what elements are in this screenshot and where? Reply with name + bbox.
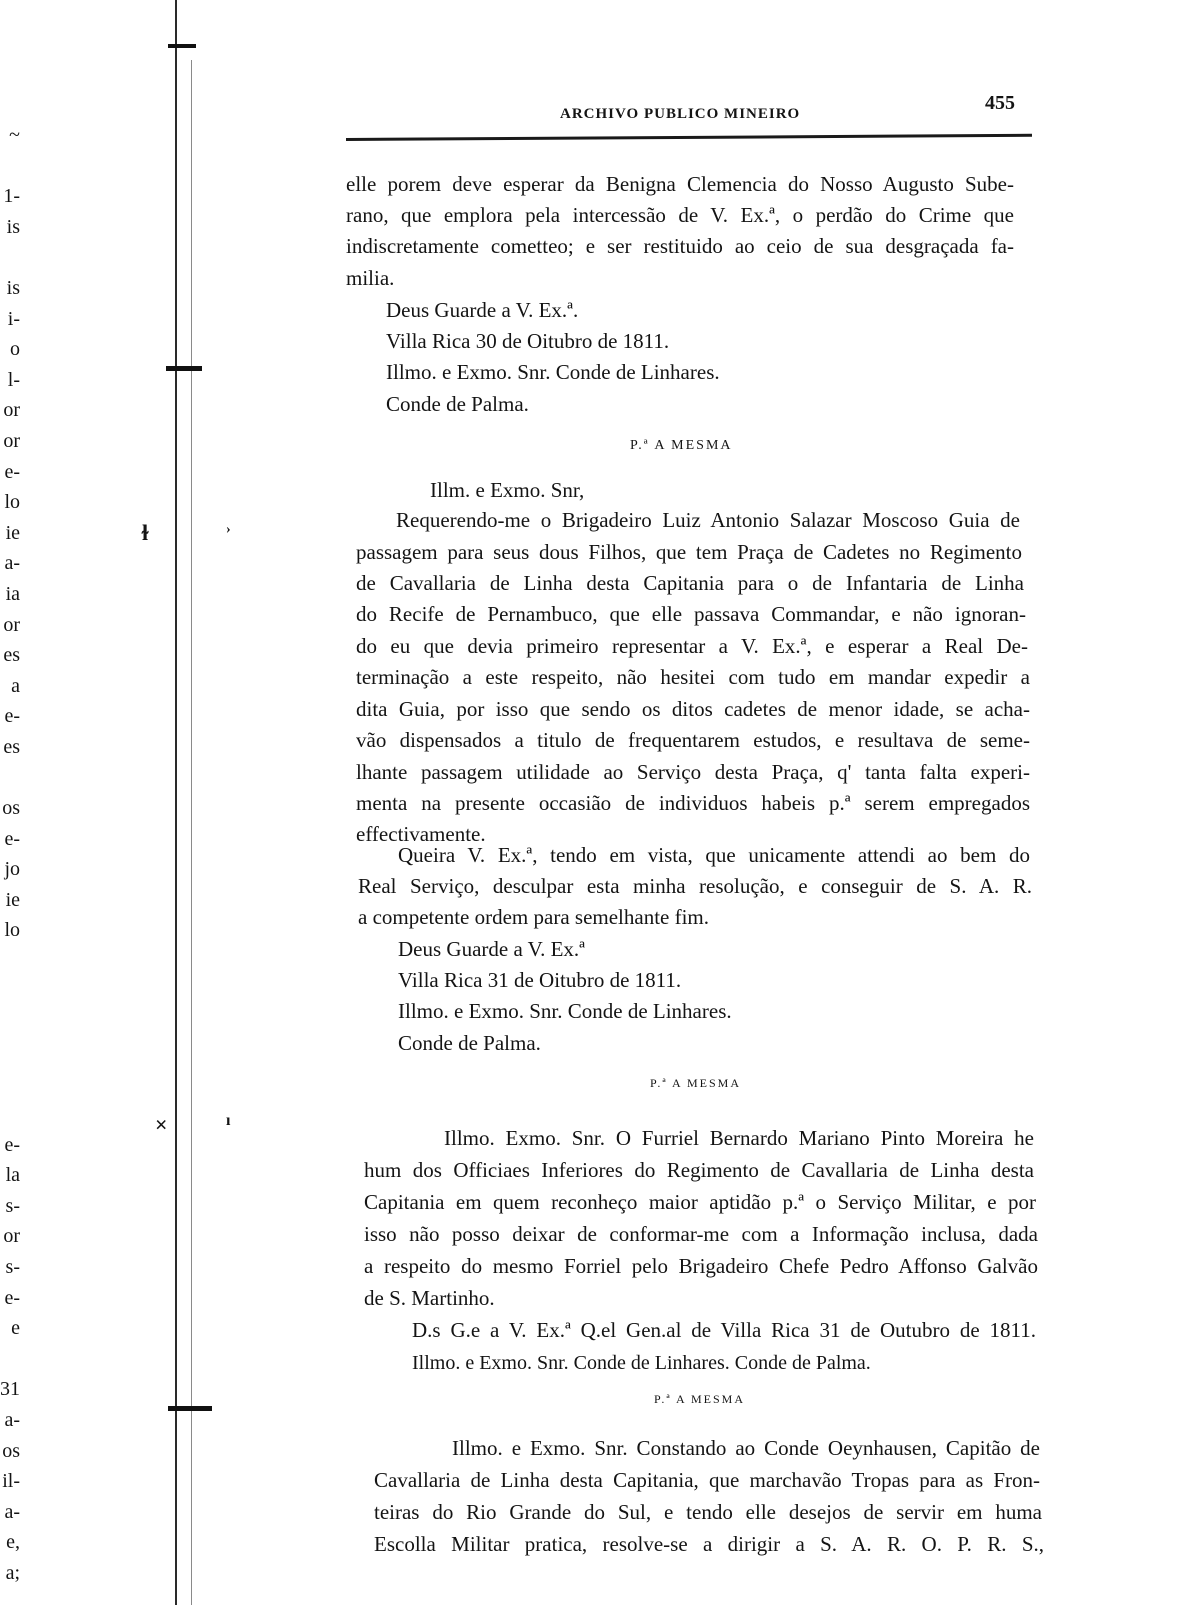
- running-header-title: ARCHIVO PUBLICO MINEIRO: [560, 106, 801, 122]
- margin-fragment: [0, 1344, 20, 1375]
- binding-tick: [168, 44, 196, 48]
- body-line: teiras do Rio Grande do Sul, e tendo elle desejos de servir em huma: [374, 1500, 1042, 1524]
- margin-fragment: [0, 977, 20, 1008]
- margin-fragment: a;: [5, 1561, 20, 1584]
- margin-fragment: e-: [4, 827, 20, 850]
- margin-fragment: [0, 946, 20, 977]
- section-heading: P.ª A MESMA: [630, 438, 733, 453]
- margin-mark: ɫ: [142, 520, 149, 545]
- margin-fragment: os: [2, 797, 20, 820]
- binding-shadow-line: [191, 60, 192, 1605]
- body-line: a competente ordem para semelhante fim.: [358, 905, 710, 929]
- margin-fragment: 31: [0, 1378, 20, 1401]
- margin-fragment: l-: [7, 368, 20, 391]
- body-line: do Recife de Pernambuco, que elle passava Commandar, e não ignoran-: [356, 602, 1026, 626]
- margin-mark: ı: [226, 1112, 231, 1129]
- body-line: de Cavallaria de Linha desta Capitania para o de Infantaria de Linha: [356, 571, 1024, 595]
- margin-fragment: i-: [7, 307, 20, 330]
- margin-fragment: o: [10, 338, 20, 361]
- binding-tick: [166, 366, 202, 371]
- margin-fragment: ie: [5, 888, 20, 911]
- closing-line: Conde de Palma.: [398, 1031, 541, 1055]
- body-line: rano, que emplora pela intercessão de V. Ex.ª, o perdão do Crime que: [346, 203, 1014, 227]
- margin-fragment: [0, 151, 20, 182]
- section-heading: P.ª A MESMA: [650, 1076, 742, 1090]
- closing-line: Illmo. e Exmo. Snr. Conde de Linhares.: [386, 360, 720, 384]
- body-line: vão dispensados a titulo de frequentarem estudos, e resultava de seme-: [356, 728, 1030, 752]
- margin-fragment: ~: [9, 124, 20, 146]
- margin-fragment: or: [3, 399, 20, 422]
- body-line: elle porem deve esperar da Benigna Clemencia do Nosso Augusto Sube-: [346, 172, 1014, 196]
- body-line: menta na presente occasião de individuos habeis p.ª serem empregados: [356, 791, 1030, 815]
- neighbour-page-fragments: [0, 120, 20, 1589]
- margin-fragment: or: [3, 1225, 20, 1248]
- margin-fragment: [0, 1099, 20, 1130]
- margin-fragment: or: [3, 429, 20, 452]
- closing-line: Deus Guarde a V. Ex.ª: [398, 937, 585, 961]
- section-heading: P.ª A MESMA: [654, 1392, 746, 1406]
- margin-fragment: e: [11, 1317, 20, 1340]
- body-line: Escolla Militar pratica, resolve-se a dirigir a S. A. R. O. P. R. S.,: [374, 1532, 1044, 1556]
- margin-fragment: [0, 1038, 20, 1069]
- body-line: dita Guia, por isso que sendo os ditos cadetes de menor idade, se acha-: [356, 697, 1030, 721]
- closing-line: Illmo. e Exmo. Snr. Conde de Linhares.: [398, 999, 732, 1023]
- body-line: do eu que devia primeiro representar a V. Ex.ª, e esperar a Real De-: [356, 634, 1028, 658]
- body-line: hum dos Officiaes Inferiores do Regimento de Cavallaria de Linha desta: [364, 1158, 1034, 1182]
- margin-fragment: la: [5, 1164, 20, 1187]
- closing-line: Conde de Palma.: [386, 392, 529, 416]
- body-line: Cavallaria de Linha desta Capitania, que marchavão Tropas para as Fron-: [374, 1468, 1040, 1492]
- margin-fragment: [0, 762, 20, 793]
- closing-line: Deus Guarde a V. Ex.ª.: [386, 298, 579, 322]
- margin-fragment: or: [3, 613, 20, 636]
- margin-fragment: [0, 242, 20, 273]
- margin-fragment: 1-: [3, 185, 20, 208]
- body-line: Real Serviço, desculpar esta minha resolução, e conseguir de S. A. R.: [358, 874, 1032, 898]
- margin-fragment: e-: [4, 460, 20, 483]
- margin-fragment: e,: [6, 1531, 20, 1554]
- margin-fragment: e-: [4, 1286, 20, 1309]
- body-line: isso não posso deixar de conformar-me com a Informação inclusa, dada: [364, 1222, 1038, 1246]
- margin-fragment: s-: [5, 1255, 20, 1278]
- closing-line: D.s G.e a V. Ex.ª Q.el Gen.al de Villa Rica 31 de Outubro de 1811.: [412, 1318, 1036, 1342]
- margin-fragment: a-: [4, 552, 20, 575]
- margin-fragment: a: [11, 674, 20, 697]
- margin-fragment: lo: [4, 491, 20, 514]
- margin-fragment: lo: [4, 919, 20, 942]
- closing-line: Villa Rica 31 de Oitubro de 1811.: [398, 968, 682, 992]
- margin-mark: ×: [155, 1112, 168, 1137]
- body-line: de S. Martinho.: [364, 1286, 495, 1310]
- closing-line: Villa Rica 30 de Oitubro de 1811.: [386, 329, 670, 353]
- closing-line: Illmo. e Exmo. Snr. Conde de Linhares. Conde de Palma.: [412, 1352, 871, 1374]
- salutation: Illm. e Exmo. Snr,: [430, 478, 585, 502]
- margin-fragment: es: [3, 644, 20, 667]
- margin-fragment: il-: [2, 1470, 20, 1493]
- body-line: Capitania em quem reconheço maior aptidão p.ª o Serviço Militar, e por: [364, 1190, 1036, 1214]
- body-line: indiscretamente cometteo; e ser restituido ao ceio de sua desgraçada fa-: [346, 234, 1014, 258]
- margin-fragment: [0, 1068, 20, 1099]
- header-rule: [346, 134, 1032, 141]
- margin-fragment: [0, 1007, 20, 1038]
- binding-line: [175, 0, 177, 1605]
- body-line: lhante passagem utilidade ao Serviço desta Praça, q' tanta falta experi-: [356, 760, 1030, 784]
- body-line: a respeito do mesmo Forriel pelo Brigadeiro Chefe Pedro Affonso Galvão: [364, 1254, 1038, 1278]
- body-line: Requerendo-me o Brigadeiro Luiz Antonio Salazar Moscoso Guia de: [396, 508, 1020, 532]
- binding-tick: [168, 1406, 212, 1411]
- margin-fragment: s-: [5, 1194, 20, 1217]
- margin-fragment: es: [3, 735, 20, 758]
- body-line: passagem para seus dous Filhos, que tem Praça de Cadetes no Regimento: [356, 540, 1022, 564]
- margin-fragment: jo: [4, 858, 20, 881]
- body-line: milia.: [346, 266, 395, 290]
- margin-fragment: os: [2, 1439, 20, 1462]
- margin-fragment: is: [6, 276, 20, 299]
- body-line: terminação a este respeito, não hesitei com tudo em mandar expedir a: [356, 665, 1030, 689]
- margin-fragment: a-: [4, 1500, 20, 1523]
- body-line: Illmo. Exmo. Snr. O Furriel Bernardo Mariano Pinto Moreira he: [444, 1126, 1034, 1150]
- margin-fragment: is: [6, 215, 20, 238]
- page-number: 455: [985, 92, 1015, 114]
- margin-fragment: e-: [4, 1133, 20, 1156]
- body-line: Queira V. Ex.ª, tendo em vista, que unicamente attendi ao bem do: [398, 843, 1030, 867]
- margin-fragment: a-: [4, 1408, 20, 1431]
- margin-fragment: ia: [5, 582, 20, 605]
- margin-fragment: ie: [5, 521, 20, 544]
- margin-mark: ›: [226, 522, 231, 537]
- body-line: effectivamente.: [356, 822, 486, 846]
- body-line: Illmo. e Exmo. Snr. Constando ao Conde Oeynhausen, Capitão de: [452, 1436, 1040, 1460]
- margin-fragment: e-: [4, 705, 20, 728]
